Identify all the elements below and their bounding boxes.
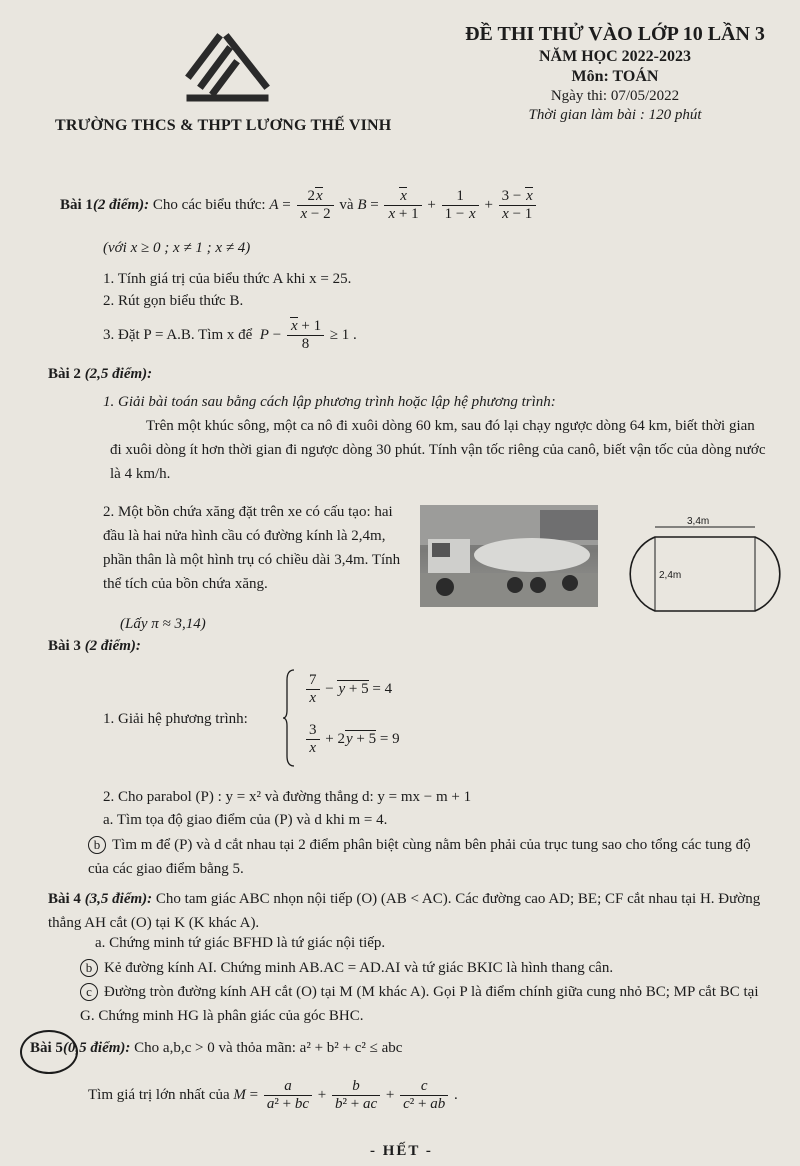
bai1-points: (2 điểm):	[92, 196, 150, 213]
bai4-qc	[80, 980, 760, 1028]
expr-p: $\frac{x + 1}{8}$	[287, 318, 324, 353]
bai4-qb-text: Kẻ đường kính AI. Chứng minh AB.AC = AD.AI và tứ giác BKIC là hình thang cân.	[104, 960, 614, 976]
bai2-points: (2,5 điểm):	[84, 366, 153, 382]
tank-length-label: 3,4m	[687, 516, 710, 527]
bai4-qb	[80, 959, 613, 977]
expr-m3: $\frac{c}{\text{c² + ab}}$	[400, 1078, 448, 1113]
bai1-intro-text: Cho các biểu thức:	[152, 196, 266, 213]
expr-m2: $\frac{b}{\text{b² + ac}}$	[332, 1078, 380, 1113]
expr-a: $\frac{2x}{x - 2}$	[297, 188, 334, 223]
bai1-conditions: (với x ≥ 0 ; x ≠ 1 ; x ≠ 4)	[103, 240, 251, 256]
expr-m1: $\frac{a}{\text{a² + bc}}$	[264, 1078, 312, 1113]
expr-b3: $\frac{3 - x}{x - 1}$	[499, 188, 536, 223]
bai1-label: Bài 1	[60, 196, 93, 213]
bai1-q3-pre: 3. Đặt P = A.B. Tìm x để	[103, 326, 253, 343]
bai4-intro-text: Cho tam giác ABC nhọn nội tiếp (O) (AB < AC). Các đường cao AD; BE; CF cắt nhau tại H. Đường thẳng AH cắt (O) tại K (K khác A).	[48, 891, 761, 931]
equation-system: $\frac{7}{x}$ − y + 5 = 4 $\frac{3}{x}$ + 2y + 5 = 9	[282, 668, 452, 768]
bai5-points: (0,5 điểm):	[62, 1040, 131, 1056]
end-marker: - HẾT -	[370, 1143, 433, 1159]
expr-b1: $\frac{x}{x + 1}$	[384, 188, 421, 223]
bai2-q2-note: (Lấy π ≈ 3,14)	[120, 616, 206, 632]
bai3-heading	[48, 638, 141, 655]
bai1-q3-post: ≥ 1 .	[329, 326, 357, 343]
bai4-label: Bài 4	[48, 891, 81, 907]
bai3-qb	[88, 833, 768, 881]
bai3-q2: 2. Cho parabol (P) : y = x² và đường thẳng d: y = mx − m + 1	[103, 789, 472, 805]
bai2-label: Bài 2	[48, 366, 81, 382]
bai4-points: (3,5 điểm):	[84, 891, 153, 907]
bai3-points: (2 điểm):	[84, 638, 141, 654]
bai3-qb-circle: b	[88, 836, 106, 854]
bai4-qc-circle: c	[80, 983, 98, 1001]
bai1-q1: 1. Tính giá trị của biểu thức A khi x = 25.	[103, 271, 352, 287]
bai5-find-text: Tìm giá trị lớn nhất của	[88, 1086, 230, 1103]
exam-header	[440, 22, 790, 125]
exam-date: Ngày thi: 07/05/2022	[550, 88, 680, 104]
bai4-qb-circle: b	[80, 959, 98, 977]
bai1-q3: 3. Đặt P = A.B. Tìm x để P − $\frac{x + 1}{8}$ ≥ 1 .	[103, 318, 357, 352]
expr-b2: $\frac{1}{1 - x}$	[442, 188, 479, 223]
school-logo-icon	[180, 30, 275, 102]
bai3-label: Bài 3	[48, 638, 81, 654]
bai5-intro: Cho a,b,c > 0 và thỏa mãn: a² + b² + c² ≤ abc	[134, 1040, 403, 1056]
school-name: TRƯỜNG THCS & THPT LƯƠNG THẾ VINH	[55, 117, 392, 134]
bai1-intro: Bài 1(2 điểm): Cho các biểu thức: A = $\frac{2x}{x - 2}$ và B = $\frac{x}{x + 1}$ + $\frac{1}{1 - x}$ + $\frac{3 - x}{x - 1}$	[60, 188, 538, 223]
tank-diagram	[615, 515, 795, 615]
bai2-q1-text: Trên một khúc sông, một ca nô đi xuôi dòng 60 km, sau đó lại chạy ngược dòng 64 km, biết thời gian đi xuôi dòng ít hơn thời gian đi ngược dòng 30 phút. Tính vận tốc riêng của canô, biết vận tốc của dòng nước là 4 km/h.	[110, 418, 766, 482]
bai4-qc-text: Đường tròn đường kính AH cắt (O) tại M (M khác A). Gọi P là điểm chính giữa cung nhỏ BC; MP cắt BC tại G. Chứng minh HG là phân giác của góc BHC.	[80, 984, 759, 1024]
bai5-heading	[30, 1040, 402, 1057]
bai5-label: Bài 5	[30, 1040, 63, 1056]
bai4-intro	[48, 887, 773, 935]
bai2-q2-text: 2. Một bồn chứa xăng đặt trên xe có cấu tạo: hai đầu là hai nửa hình cầu có đường kính là 2,4m, phần thân là một hình trụ có chiều dài 3,4m. Tính thể tích của bồn chứa xăng.	[103, 504, 401, 592]
exam-duration: Thời gian làm bài : 120 phút	[528, 106, 702, 123]
bai4-qa: a. Chứng minh tứ giác BFHD là tứ giác nội tiếp.	[95, 935, 386, 951]
bai2-q1-title: 1. Giải bài toán sau bằng cách lập phương trình hoặc lập hệ phương trình:	[103, 394, 556, 410]
subject: Môn: TOÁN	[571, 68, 659, 85]
exam-title: ĐỀ THI THỬ VÀO LỚP 10 LẦN 3	[465, 23, 765, 45]
bai3-qa: a. Tìm tọa độ giao điểm của (P) và d khi m = 4.	[103, 812, 388, 828]
bai3-q1: 1. Giải hệ phương trình:	[103, 711, 248, 727]
school-year: NĂM HỌC 2022-2023	[539, 48, 691, 65]
tank-diameter-label: 2,4m	[659, 570, 682, 581]
bai5-find: Tìm giá trị lớn nhất của M = $\frac{a}{\text{a² + bc}}$ + $\frac{b}{\text{b² + ac}}$ + $\frac{c}{\text{c² + ab}}$ .	[88, 1078, 458, 1112]
bai1-q2: 2. Rút gọn biểu thức B.	[103, 293, 244, 309]
bai3-qb-text: Tìm m để (P) và d cắt nhau tại 2 điểm phân biệt cùng nằm bên phải của trục tung sao cho tổng các tung độ của các giao điểm bằng 5.	[88, 837, 751, 877]
bai2-heading	[48, 366, 152, 383]
fuel-truck-photo	[420, 505, 598, 607]
